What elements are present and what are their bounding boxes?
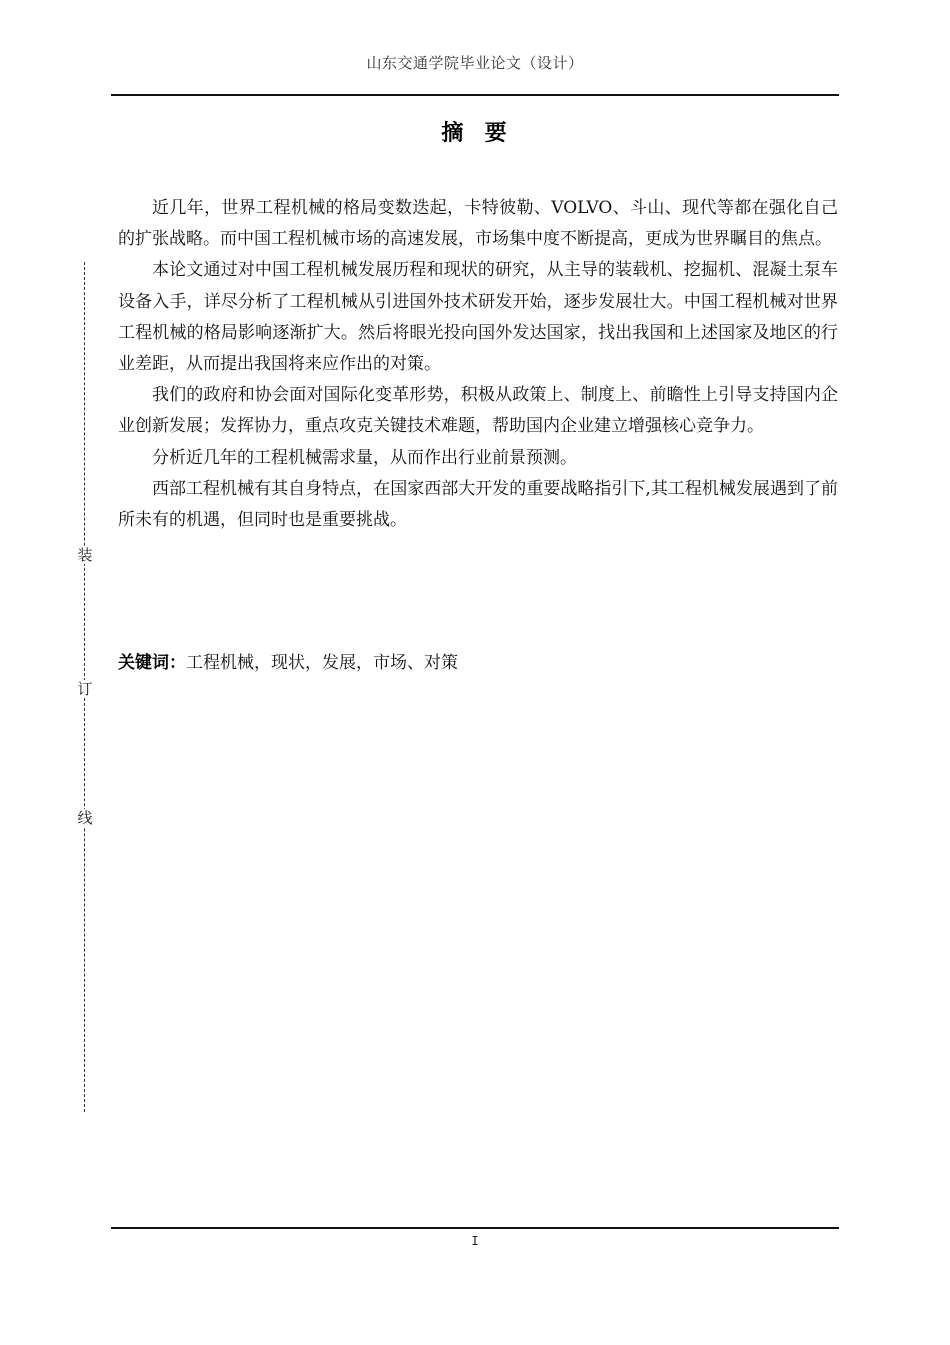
footer-rule	[111, 1227, 839, 1229]
abstract-body	[118, 193, 838, 536]
keywords-line	[118, 648, 838, 679]
header-rule	[111, 94, 839, 96]
page-title: 摘 要	[441, 121, 509, 146]
abstract-paragraph-3: 我们的政府和协会面对国际化变革形势，积极从政策上、制度上、前瞻性上引导支持国内企业创新发展；发挥协力，重点攻克关键技术难题，帮助国内企业建立增强核心竞争力。	[118, 385, 838, 437]
keywords-value: 工程机械，现状，发展，市场、对策	[186, 653, 458, 673]
abstract-paragraph-5: 西部工程机械有其自身特点，在国家西部大开发的重要战略指引下,其工程机械发展遇到了前所未有的机遇，但同时也是重要挑战。	[118, 478, 838, 531]
abstract-paragraph-2: 本论文通过对中国工程机械发展历程和现状的研究，从主导的装载机、挖掘机、混凝土泵车设备入手，详尽分析了工程机械从引进国外技术研发开始，逐步发展壮大。中国工程机械对世界工程机械的格局影响逐渐扩大。然后将眼光投向国外发达国家，找出我国和上述国家及地区的行业差距，从而提出我国将来应作出的对策。	[118, 260, 838, 375]
running-header: 山东交通学院毕业论文（设计）	[366, 54, 584, 72]
abstract-paragraph-1: 近几年，世界工程机械的格局变数迭起，卡特彼勒、VOLVO、斗山、现代等都在强化自己的扩张战略。而中国工程机械市场的高速发展，市场集中度不断提高，更成为世界瞩目的焦点。	[118, 198, 838, 250]
binding-char-xian: 线	[77, 809, 93, 827]
binding-char-zhuang: 装	[77, 546, 93, 564]
page-number: I	[471, 1234, 479, 1248]
binding-margin	[76, 262, 94, 1112]
keywords-label: 关键词：	[118, 653, 186, 673]
abstract-paragraph-4: 分析近几年的工程机械需求量，从而作出行业前景预测。	[152, 447, 577, 468]
binding-char-ding: 订	[77, 680, 93, 698]
